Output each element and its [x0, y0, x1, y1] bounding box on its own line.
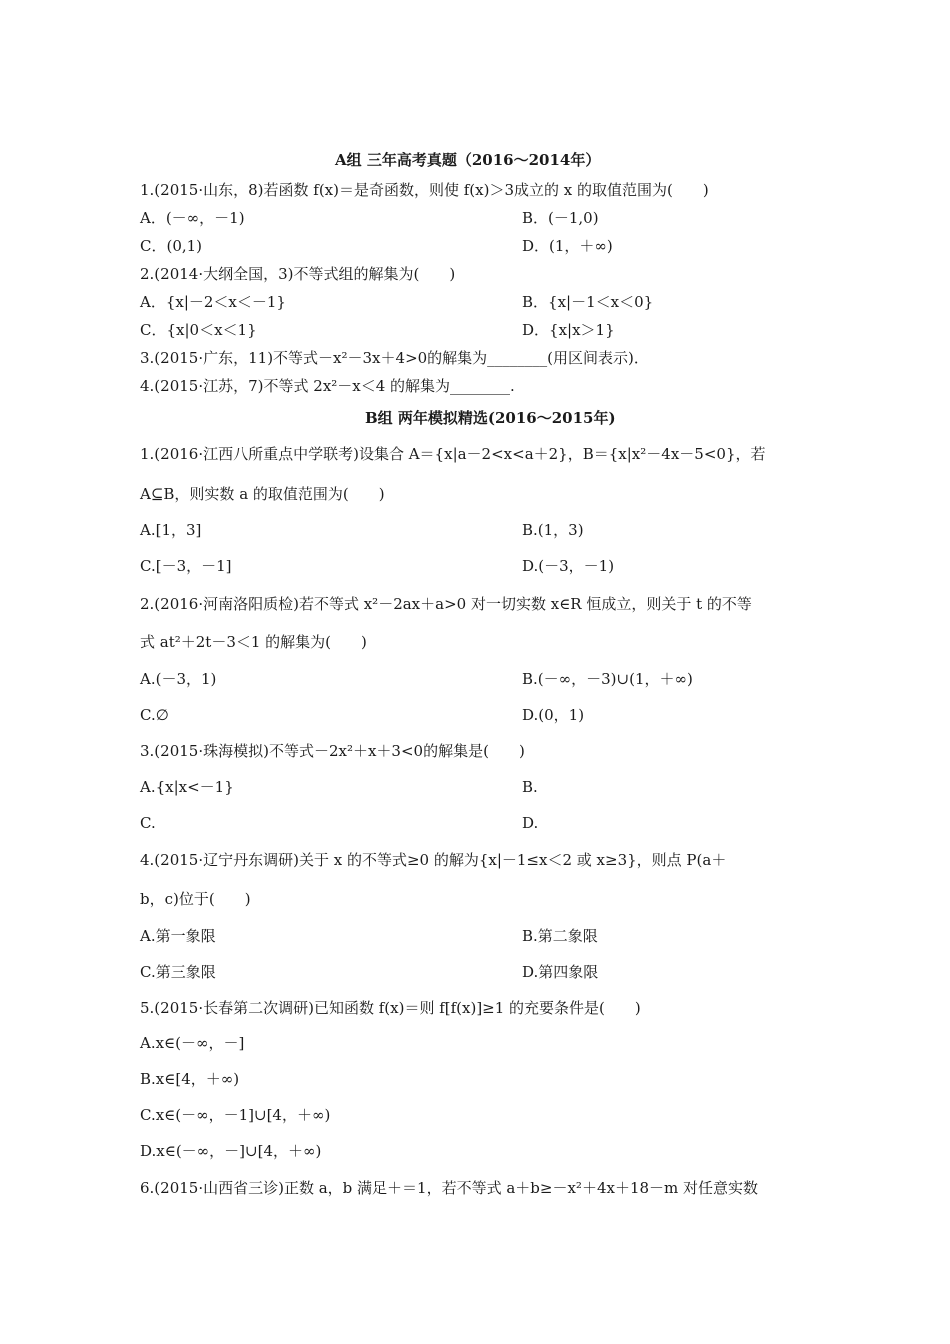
b-q3-option-c: C.: [140, 814, 156, 832]
a-q1-option-c: C．(0,1): [140, 237, 203, 255]
a-q2-option-a: A．{x|－2＜x＜－1}: [140, 293, 286, 311]
b-q4-option-b: B.第二象限: [522, 927, 598, 945]
b-q1-stem-line1: 1.(2016·江西八所重点中学联考)设集合 A＝{x|a－2<x<a＋2}，B＝{x|x²－4x－5<0}，若: [140, 445, 766, 463]
a-q4-stem: 4.(2015·江苏，7)不等式 2x²－x＜4 的解集为________.: [140, 377, 515, 395]
a-q3-stem: 3.(2015·广东，11)不等式－x²－3x＋4>0的解集为________(用区间表示)．: [140, 349, 649, 367]
a-q1-stem: 1.(2015·山东，8)若函数 f(x)＝是奇函数，则使 f(x)＞3成立的 x 的取值范围为( ): [140, 181, 709, 199]
a-q1-option-a: A．(－∞，－1): [140, 209, 245, 227]
a-q2-option-b: B．{x|－1＜x＜0}: [522, 293, 654, 311]
b-q4-stem-line2: b，c)位于( ): [140, 890, 251, 908]
b-q5-option-b: B.x∈[4，＋∞): [140, 1070, 240, 1088]
b-q4-option-d: D.第四象限: [522, 963, 599, 981]
b-q5-stem: 5.(2015·长春第二次调研)已知函数 f(x)＝则 f[f(x)]≥1 的充要条件是( ): [140, 999, 641, 1017]
b-q2-option-a: A.(－3，1): [140, 670, 217, 688]
a-q1-option-d: D．(1，＋∞): [522, 237, 613, 255]
b-q4-stem-line1: 4.(2015·辽宁丹东调研)关于 x 的不等式≥0 的解为{x|－1≤x＜2 或 x≥3}，则点 P(a＋: [140, 851, 727, 869]
b-q4-option-c: C.第三象限: [140, 963, 216, 981]
b-q1-option-c: C.[－3，－1]: [140, 557, 232, 575]
b-q2-option-b: B.(－∞，－3)∪(1，＋∞): [522, 670, 693, 688]
b-q3-option-b: B.: [522, 778, 538, 796]
a-q2-option-c: C．{x|0＜x＜1}: [140, 321, 257, 339]
b-q1-option-b: B.(1，3): [522, 521, 584, 539]
b-q1-stem-line2: A⊆B，则实数 a 的取值范围为( ): [140, 485, 385, 503]
a-q2-stem: 2.(2014·大纲全国，3)不等式组的解集为( ): [140, 265, 456, 283]
b-q1-option-a: A.[1，3]: [140, 521, 202, 539]
b-q4-option-a: A.第一象限: [140, 927, 216, 945]
a-q2-option-d: D．{x|x＞1}: [522, 321, 615, 339]
b-q5-option-a: A.x∈(－∞，－]: [140, 1034, 245, 1052]
b-q6-stem-line1: 6.(2015·山西省三诊)正数 a，b 满足＋＝1，若不等式 a＋b≥－x²＋4x＋18－m 对任意实数: [140, 1179, 759, 1197]
b-q3-stem: 3.(2015·珠海模拟)不等式－2x²＋x＋3<0的解集是( ): [140, 742, 525, 760]
b-q2-stem-line2: 式 at²＋2t－3＜1 的解集为( ): [140, 633, 367, 651]
section-b-title: B组 两年模拟精选(2016～2015年): [365, 409, 616, 427]
b-q2-option-c: C.∅: [140, 706, 169, 724]
b-q3-option-d: D.: [522, 814, 539, 832]
b-q3-option-a: A.{x|x<－1}: [140, 778, 234, 796]
a-q1-option-b: B．(－1,0): [522, 209, 599, 227]
b-q5-option-c: C.x∈(－∞，－1]∪[4，＋∞): [140, 1106, 331, 1124]
b-q5-option-d: D.x∈(－∞，－]∪[4，＋∞): [140, 1142, 322, 1160]
b-q2-option-d: D.(0，1): [522, 706, 585, 724]
b-q1-option-d: D.(－3，－1): [522, 557, 615, 575]
b-q2-stem-line1: 2.(2016·河南洛阳质检)若不等式 x²－2ax＋a>0 对一切实数 x∈R 恒成立，则关于 t 的不等: [140, 595, 752, 613]
section-a-title: A组 三年高考真题（2016～2014年）: [335, 151, 601, 169]
